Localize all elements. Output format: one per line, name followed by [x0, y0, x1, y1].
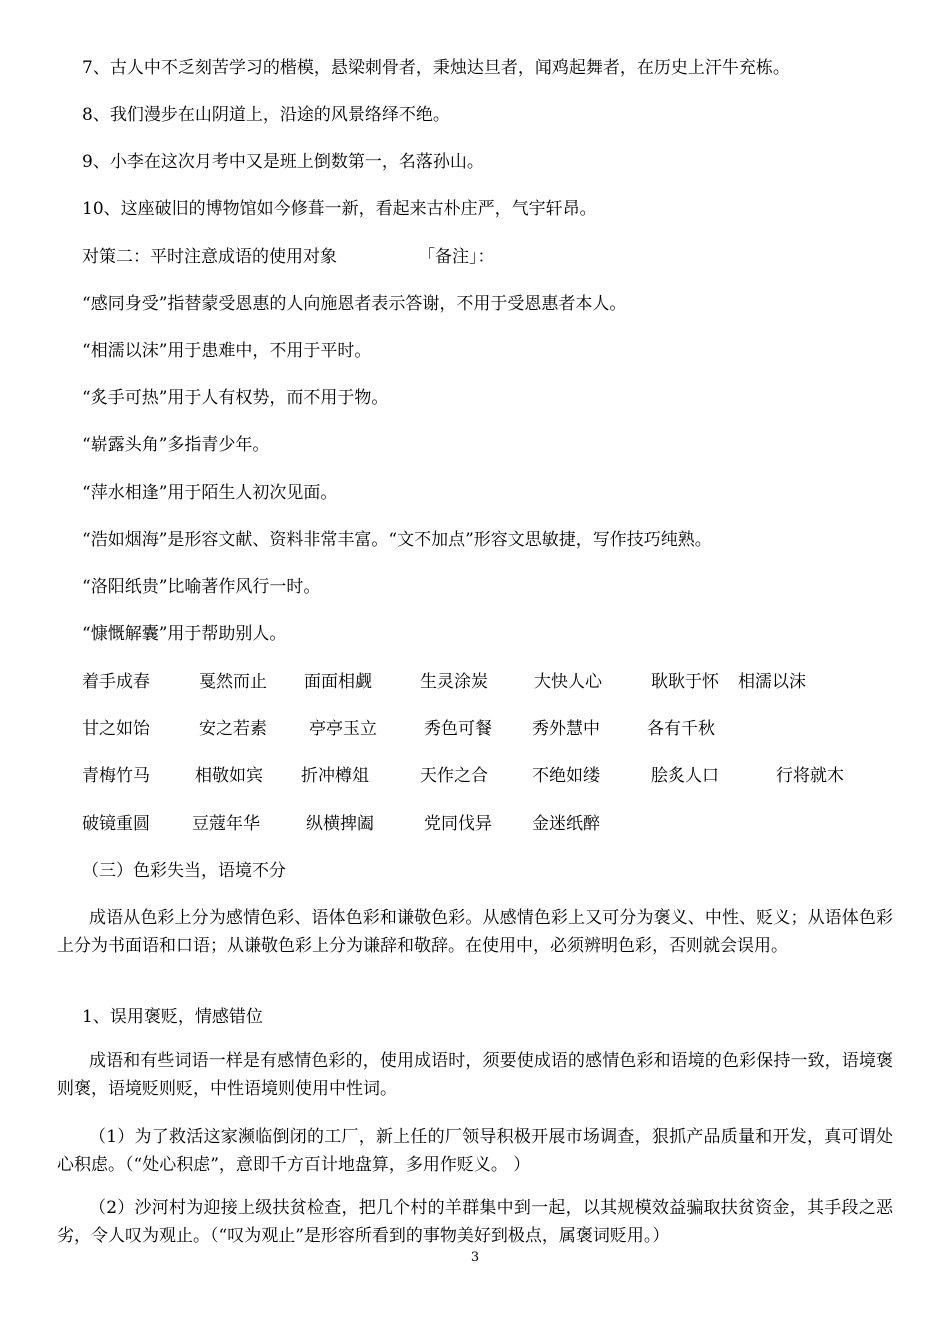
idiom-row [0, 671, 950, 693]
idiom-item: 行将就木 [776, 766, 844, 786]
idiom-item: 相敬如宾 [195, 766, 263, 786]
example-line-8: 8、我们漫步在山阴道上，沿途的风景络绎不绝。 [82, 105, 450, 125]
idiom-item: 秀外慧中 [532, 719, 600, 739]
idiom-item: 折冲樽俎 [301, 766, 369, 786]
idiom-item: 各有千秋 [647, 719, 715, 739]
example-line-9: 9、小李在这次月考中又是班上倒数第一，名落孙山。 [82, 152, 484, 172]
idiom-item: 不绝如缕 [532, 766, 600, 786]
idiom-item: 青梅竹马 [82, 766, 150, 786]
idiom-item: 秀色可餐 [424, 719, 492, 739]
idiom-item: 安之若素 [199, 719, 267, 739]
example-paragraph: （1）为了救活这家濒临倒闭的工厂，新上任的厂领导积极开展市场调查，狠抓产品质量和开发，真可谓处心积虑。（“处心积虑”，意即千方百计地盘算，多用作贬义。 ） [57, 1127, 893, 1175]
example-line-7: 7、古人中不乏刻苦学习的楷模，悬梁刺骨者，秉烛达旦者，闻鸡起舞者，在历史上汗牛充栋。 [82, 58, 790, 78]
idiom-item: 戛然而止 [199, 672, 267, 692]
idiom-item: 大快人心 [534, 672, 602, 692]
usage-note: “相濡以沫”用于患难中，不用于平时。 [82, 341, 372, 361]
section-intro-paragraph: 成语从色彩上分为感情色彩、语体色彩和谦敬色彩。从感情色彩上又可分为褒义、中性、贬义；从语体色彩上分为书面语和口语；从谦敬色彩上分为谦辞和敬辞。在使用中，必须辨明色彩，否则就会误用。 [57, 908, 893, 956]
idiom-item: 面面相觑 [304, 672, 372, 692]
section-heading: （三）色彩失当，语境不分 [82, 861, 286, 881]
idiom-row [0, 718, 950, 740]
strategy-two-note: 「备注」： [418, 247, 495, 267]
usage-note: “感同身受”指替蒙受恩惠的人向施恩者表示答谢，不用于受恩惠者本人。 [82, 294, 627, 314]
idiom-item: 豆蔻年华 [192, 814, 260, 834]
idiom-item: 金迷纸醉 [532, 814, 600, 834]
page-number: 3 [470, 1250, 480, 1265]
idiom-item: 纵横捭阖 [306, 814, 374, 834]
usage-note: “崭露头角”多指青少年。 [82, 435, 270, 455]
usage-note: “萍水相逢”用于陌生人初次见面。 [82, 483, 338, 503]
subsection-heading: 1、误用褒贬，情感错位 [82, 1007, 263, 1027]
usage-note: “慷慨解囊”用于帮助别人。 [82, 624, 287, 644]
idiom-item: 着手成春 [82, 672, 150, 692]
usage-note: “炙手可热”用于人有权势，而不用于物。 [82, 388, 389, 408]
idiom-row [0, 813, 950, 835]
idiom-item: 脍炙人口 [651, 766, 719, 786]
idiom-item: 破镜重圆 [82, 814, 150, 834]
example-line-10: 10、这座破旧的博物馆如今修葺一新，看起来古朴庄严，气宇轩昂。 [82, 199, 597, 219]
idiom-item: 耿耿于怀 [651, 672, 719, 692]
idiom-item: 甘之如饴 [82, 719, 150, 739]
idiom-item: 党同伐异 [424, 814, 492, 834]
idiom-item: 生灵涂炭 [420, 672, 488, 692]
usage-note: “洛阳纸贵”比喻著作风行一时。 [82, 577, 321, 597]
example-paragraph: （2）沙河村为迎接上级扶贫检查，把几个村的羊群集中到一起，以其规模效益骗取扶贫资金，其手段之恶劣，令人叹为观止。（“叹为观止”是形容所看到的事物美好到极点，属褒词贬用。） [57, 1198, 893, 1246]
idiom-row [0, 765, 950, 787]
strategy-two-title: 对策二：平时注意成语的使用对象 [82, 247, 337, 267]
usage-note: “浩如烟海”是形容文献、资料非常丰富。“文不加点”形容文思敏捷，写作技巧纯熟。 [82, 530, 712, 550]
idiom-item: 亭亭玉立 [309, 719, 377, 739]
idiom-item: 相濡以沫 [738, 672, 806, 692]
subsection-intro-paragraph: 成语和有些词语一样是有感情色彩的，使用成语时，须要使成语的感情色彩和语境的色彩保持一致，语境褒则褒，语境贬则贬，中性语境则使用中性词。 [57, 1051, 893, 1099]
idiom-item: 天作之合 [420, 766, 488, 786]
